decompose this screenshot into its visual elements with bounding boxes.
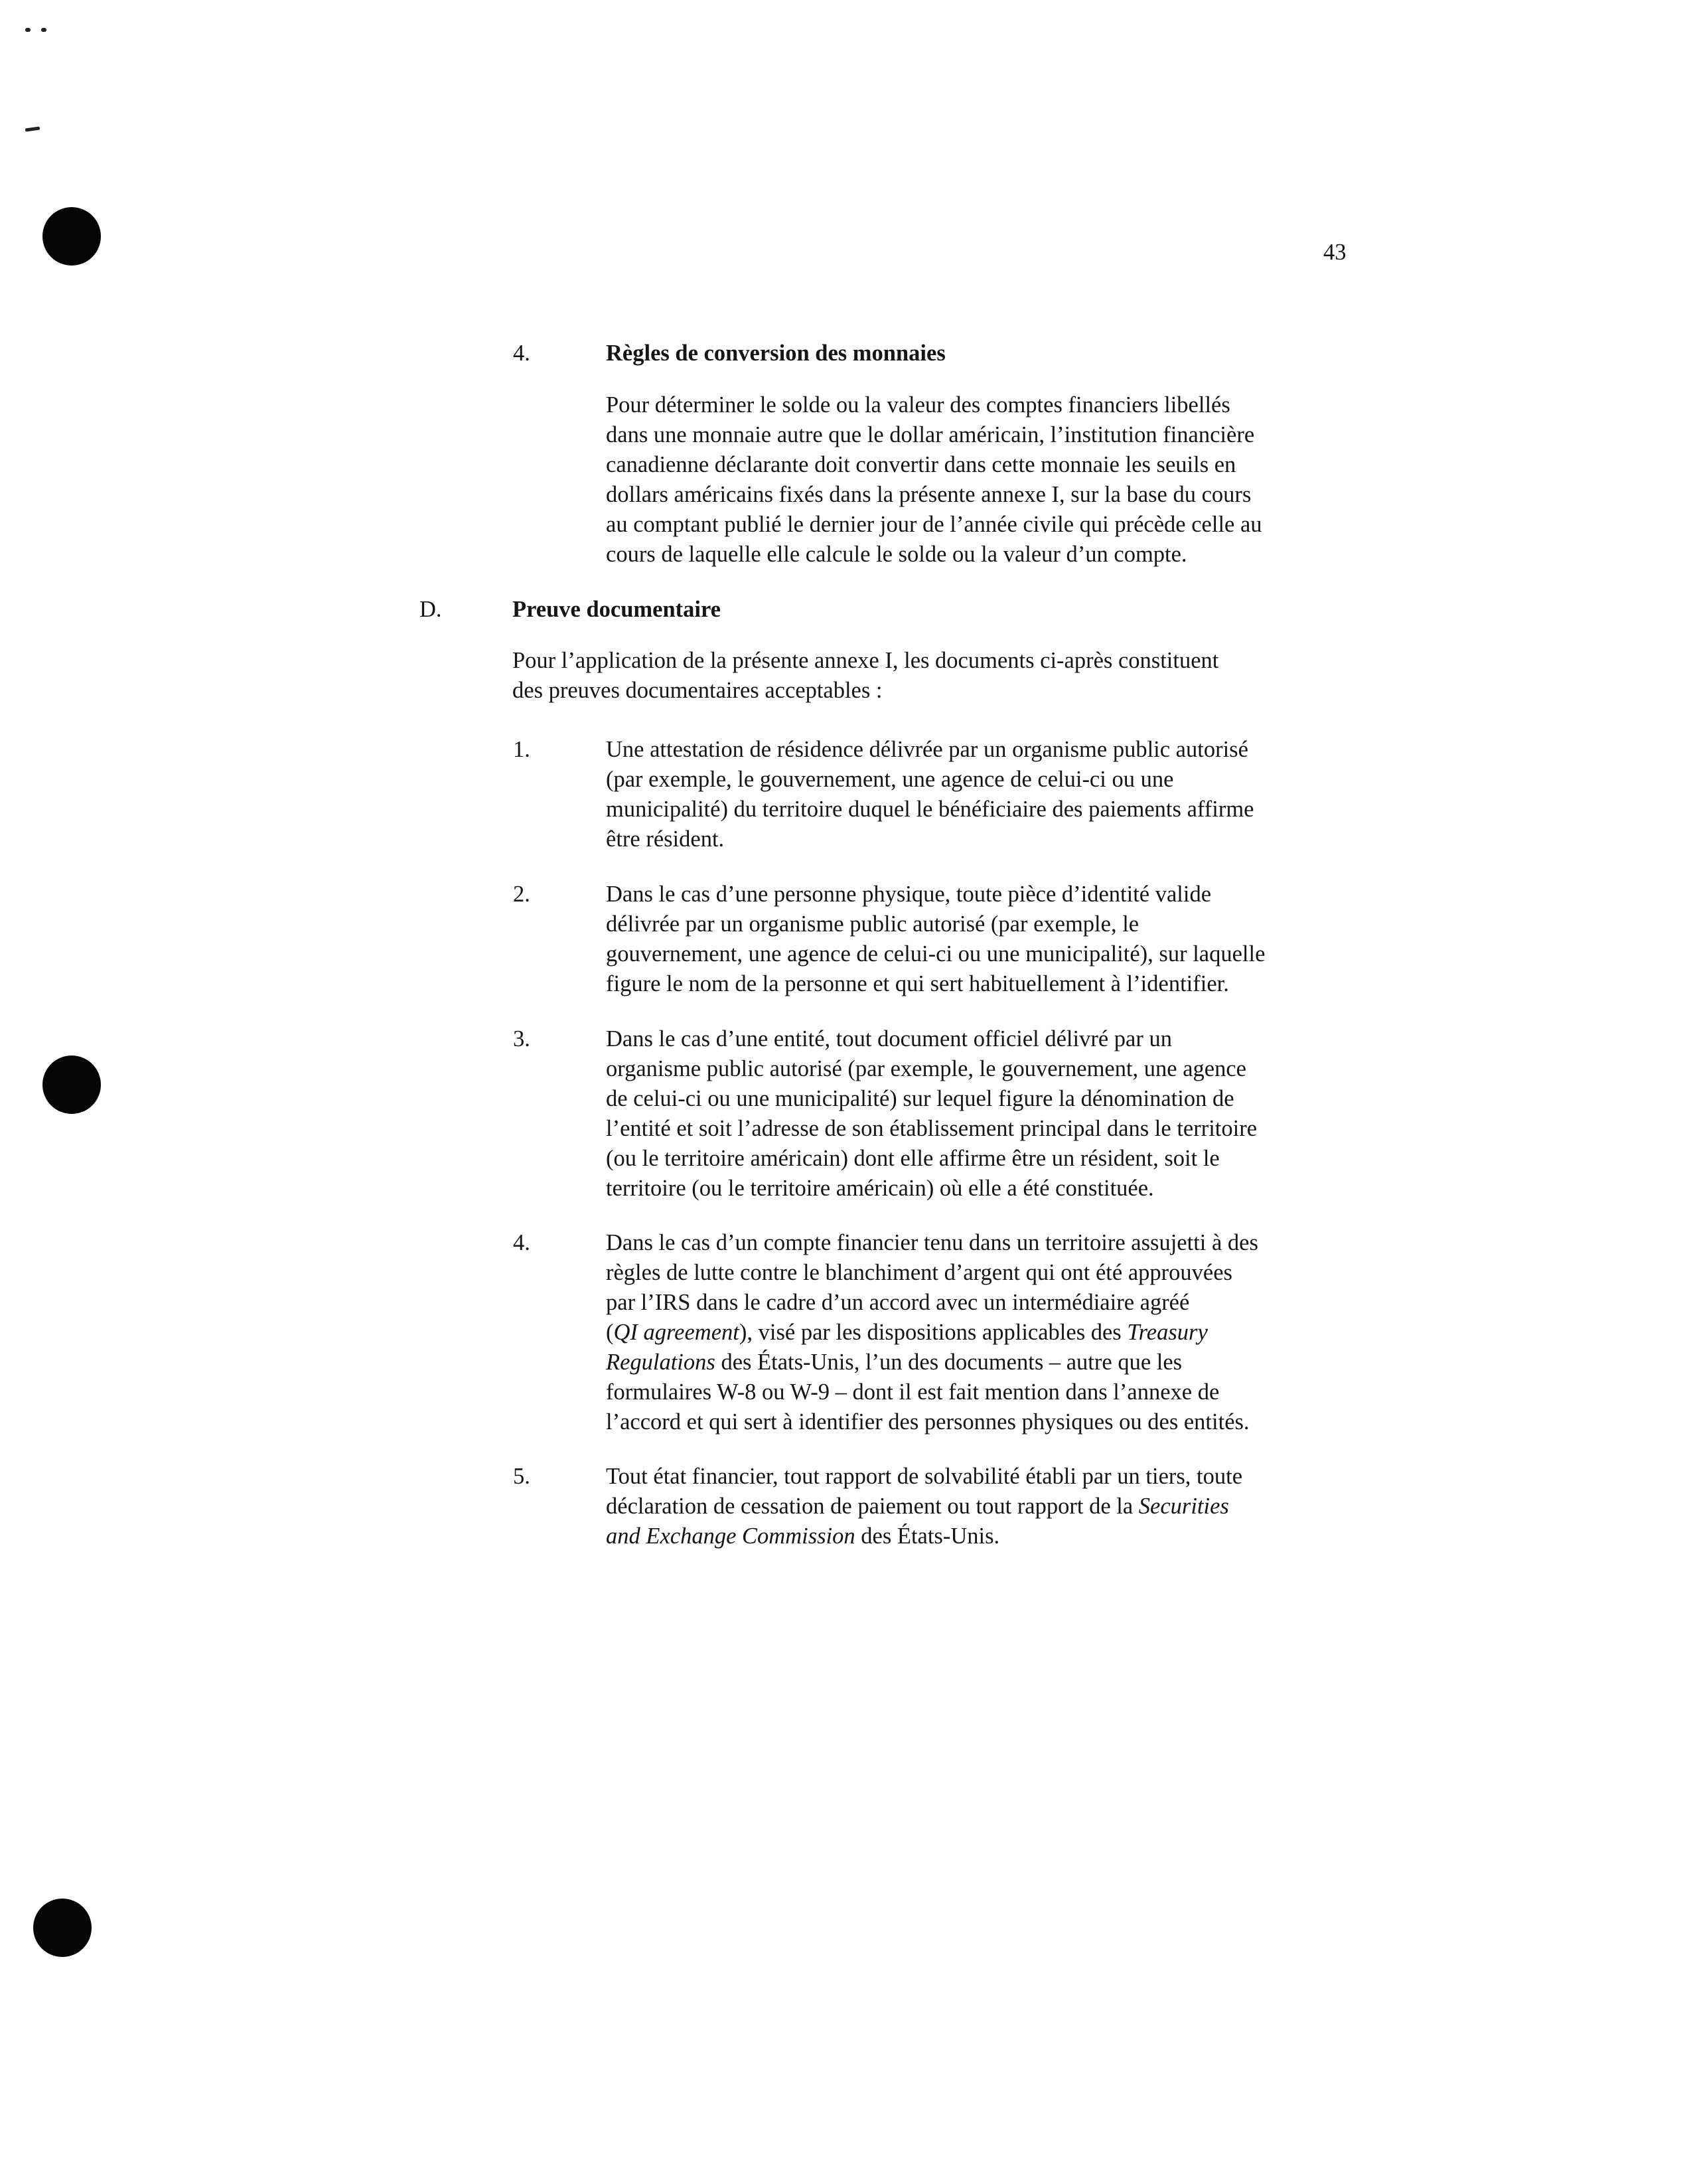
item-number: 5. bbox=[513, 1464, 530, 1489]
section-intro bbox=[512, 646, 1375, 706]
text-line: dans une monnaie autre que le dollar américain, l’institution financière bbox=[606, 422, 1255, 447]
item-text bbox=[606, 1228, 1376, 1437]
text-line: de celui-ci ou une municipalité) sur lequel figure la dénomination de bbox=[606, 1086, 1234, 1111]
text-line: règles de lutte contre le blanchiment d’argent qui ont été approuvées bbox=[606, 1260, 1232, 1285]
text-line: figure le nom de la personne et qui sert habituellement à l’identifier. bbox=[606, 971, 1229, 996]
scan-speck bbox=[25, 126, 40, 131]
text-line: Dans le cas d’un compte financier tenu dans un territoire assujetti à des bbox=[606, 1230, 1258, 1255]
punch-hole-middle bbox=[42, 1055, 101, 1114]
text-line: dollars américains fixés dans la présente annexe I, sur la base du cours bbox=[606, 482, 1252, 507]
text-run: ( bbox=[606, 1320, 614, 1345]
text-line: des preuves documentaires acceptables : bbox=[512, 678, 883, 703]
page-number: 43 bbox=[1323, 240, 1347, 265]
text-line bbox=[606, 1318, 1376, 1348]
text-line: organisme public autorisé (par exemple, le gouvernement, une agence bbox=[606, 1056, 1246, 1081]
text-line: gouvernement, une agence de celui-ci ou une municipalité), sur laquelle bbox=[606, 941, 1266, 967]
text-line: Pour l’application de la présente annexe I, les documents ci-après constituent bbox=[512, 648, 1219, 673]
text-line: (ou le territoire américain) dont elle affirme être un résident, soit le bbox=[606, 1146, 1220, 1171]
text-line: territoire (ou le territoire américain) où elle a été constituée. bbox=[606, 1176, 1154, 1201]
section-heading: Règles de conversion des monnaies bbox=[606, 341, 946, 366]
text-line: formulaires W-8 ou W-9 – dont il est fait mention dans l’annexe de bbox=[606, 1379, 1220, 1405]
text-line: (par exemple, le gouvernement, une agence de celui-ci ou une bbox=[606, 767, 1174, 792]
text-line bbox=[606, 1348, 1376, 1377]
italic-term: QI agreement bbox=[613, 1320, 739, 1345]
text-line: être résident. bbox=[606, 826, 725, 852]
text-line: par l’IRS dans le cadre d’un accord avec un intermédiaire agréé bbox=[606, 1290, 1190, 1315]
scan-speck bbox=[25, 28, 31, 32]
text-line: délivrée par un organisme public autorisé (par exemple, le bbox=[606, 911, 1139, 937]
punch-hole-bottom bbox=[33, 1899, 92, 1957]
text-line: Une attestation de résidence délivrée par un organisme public autorisé bbox=[606, 737, 1248, 762]
text-line: cours de laquelle elle calcule le solde ou la valeur d’un compte. bbox=[606, 542, 1187, 567]
text-line: au comptant publié le dernier jour de l’année civile qui précède celle au bbox=[606, 512, 1262, 537]
scan-speck bbox=[41, 28, 46, 32]
text-line bbox=[606, 1521, 1376, 1551]
text-run: des États-Unis. bbox=[855, 1523, 1000, 1549]
text-run: ), visé par les dispositions applicables des bbox=[739, 1320, 1128, 1345]
item-number: 2. bbox=[513, 882, 530, 907]
section-number: 4. bbox=[513, 341, 530, 366]
italic-term: and Exchange Commission bbox=[606, 1523, 855, 1549]
text-line bbox=[606, 1492, 1376, 1521]
italic-term: Treasury bbox=[1127, 1320, 1208, 1345]
text-line: municipalité) du territoire duquel le bénéficiaire des paiements affirme bbox=[606, 797, 1254, 822]
italic-term: Securities bbox=[1138, 1494, 1229, 1519]
text-run: déclaration de cessation de paiement ou tout rapport de la bbox=[606, 1494, 1139, 1519]
section-letter: D. bbox=[419, 597, 442, 622]
item-text bbox=[606, 880, 1376, 999]
text-run: des États-Unis, l’un des documents – autre que les bbox=[715, 1350, 1183, 1375]
section-heading: Preuve documentaire bbox=[512, 597, 721, 622]
item-number: 4. bbox=[513, 1230, 530, 1255]
text-line: Tout état financier, tout rapport de solvabilité établi par un tiers, toute bbox=[606, 1464, 1243, 1489]
item-number: 1. bbox=[513, 737, 530, 762]
section-paragraph bbox=[606, 390, 1376, 570]
italic-term: Regulations bbox=[606, 1350, 715, 1375]
punch-hole-top bbox=[42, 207, 101, 266]
item-text bbox=[606, 1024, 1376, 1204]
text-line: Dans le cas d’une entité, tout document officiel délivré par un bbox=[606, 1026, 1172, 1052]
text-line: l’accord et qui sert à identifier des personnes physiques ou des entités. bbox=[606, 1409, 1250, 1435]
item-text bbox=[606, 1462, 1376, 1551]
item-text bbox=[606, 735, 1376, 854]
item-number: 3. bbox=[513, 1026, 530, 1052]
text-line: canadienne déclarante doit convertir dans cette monnaie les seuils en bbox=[606, 452, 1236, 477]
text-line: l’entité et soit l’adresse de son établissement principal dans le territoire bbox=[606, 1116, 1258, 1141]
text-line: Dans le cas d’une personne physique, toute pièce d’identité valide bbox=[606, 882, 1212, 907]
text-line: Pour déterminer le solde ou la valeur des comptes financiers libellés bbox=[606, 392, 1230, 418]
